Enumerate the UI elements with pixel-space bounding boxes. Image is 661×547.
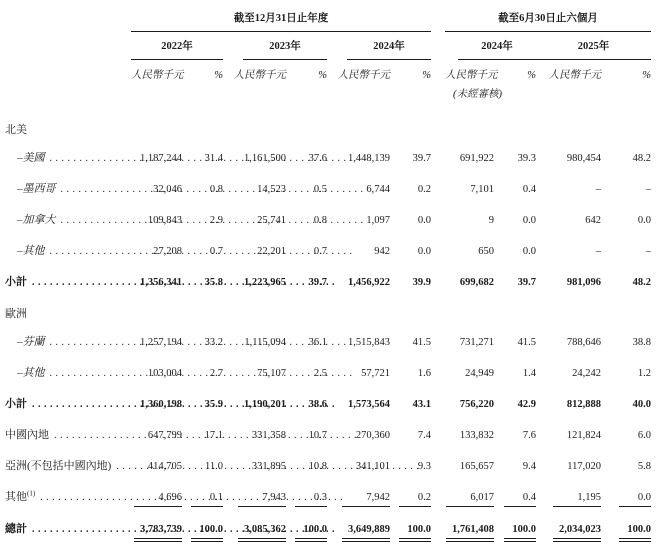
percent-cell: 41.5: [517, 337, 536, 348]
percent-cell: –: [645, 184, 651, 195]
spacer: [431, 32, 445, 61]
amount-cell: 647,799: [147, 430, 182, 441]
table-row-us: [5, 141, 651, 172]
percent-cell: 1.6: [417, 368, 431, 379]
amount-cell: 109,843: [147, 215, 182, 226]
spacer: [431, 234, 445, 265]
percent-cell: 17.1: [204, 430, 223, 441]
spacer: [431, 203, 445, 234]
amount-cell: 75,107: [257, 368, 286, 379]
dot-leader: [32, 523, 338, 535]
table-header: [5, 6, 651, 101]
percent-cell: 100.0: [182, 512, 223, 547]
table-row-north-america: [5, 101, 651, 141]
dot-leader: [50, 245, 356, 257]
amount-cell: 731,271: [459, 337, 494, 348]
amount-cell: 1,515,843: [348, 337, 390, 348]
percent-cell: 0.4: [494, 480, 536, 512]
percent-cell: 38.8: [632, 337, 651, 348]
amount-cell: 331,358: [251, 430, 286, 441]
table-row-finland: [5, 325, 651, 356]
amount-cell: 103,004: [147, 368, 182, 379]
spacer: [431, 60, 445, 84]
percent-cell: 10.8: [308, 461, 327, 472]
percent-cell: 40.0: [632, 399, 651, 410]
percent-label: %: [527, 70, 536, 81]
table-row-others: [5, 480, 651, 512]
percent-cell: 7.4: [417, 430, 431, 441]
table-row-eu-subtotal: [5, 387, 651, 418]
percent-cell: 39.7: [412, 153, 431, 164]
amount-cell: 788,646: [566, 337, 601, 348]
amount-cell: 6,017: [445, 480, 494, 512]
year-label: 2022年: [131, 32, 223, 60]
percent-label: %: [214, 70, 223, 81]
percent-cell: 43.1: [412, 399, 431, 410]
amount-cell: 24,949: [465, 368, 494, 379]
percent-cell: 1.4: [522, 368, 536, 379]
amount-cell: 22,201: [257, 246, 286, 257]
year-label: 2024年: [347, 32, 431, 60]
year-2024h1-cell: [445, 32, 536, 61]
spacer: [431, 512, 445, 547]
empty-cell: [5, 32, 131, 61]
percent-cell: 39.3: [517, 153, 536, 164]
row-label: –墨西哥 .....: [5, 172, 131, 203]
footnote-marker: (1): [27, 489, 36, 498]
row-label: 北美: [5, 124, 27, 136]
amount-cell: 1,257,194: [140, 337, 182, 348]
row-label: 小計 .....: [5, 387, 131, 418]
amount-cell: 1,190,201: [244, 399, 286, 410]
amount-cell: 1,356,341: [140, 277, 182, 288]
percent-cell: 100.0: [601, 512, 651, 547]
year-row: [5, 32, 651, 61]
percent-cell: 33.2: [204, 337, 223, 348]
percent-cell: 39.7: [517, 277, 536, 288]
revenue-by-region-table: [5, 6, 651, 547]
amount-cell: 414,705: [147, 461, 182, 472]
amount-cell: 165,657: [459, 461, 494, 472]
dot-leader: [50, 367, 356, 379]
row-label: –加拿大 .....: [5, 203, 131, 234]
percent-cell: 2.7: [209, 368, 223, 379]
amount-cell: 980,454: [566, 153, 601, 164]
spacer: [431, 356, 445, 387]
amount-cell: 691,922: [459, 153, 494, 164]
amount-cell: 1,223,965: [244, 277, 286, 288]
amount-cell: 9: [488, 215, 494, 226]
amount-cell: 1,195: [536, 480, 601, 512]
percent-cell: 0.7: [209, 246, 223, 257]
percent-cell: 0.5: [313, 184, 327, 195]
row-label: –其他 .....: [5, 234, 131, 265]
amount-cell: 24,242: [572, 368, 601, 379]
row-label: 亞洲(不包括中國內地) .....: [5, 449, 131, 480]
amount-cell: 270,360: [355, 430, 390, 441]
empty-cell: [536, 84, 651, 101]
amount-cell: 3,783,739: [131, 512, 182, 547]
amount-cell: 25,741: [257, 215, 286, 226]
amount-cell: 942: [374, 246, 390, 257]
amount-cell: 650: [478, 246, 494, 257]
percent-cell: 6.0: [637, 430, 651, 441]
amount-cell: 4,696: [131, 480, 182, 512]
empty-cell: [5, 6, 131, 32]
amount-cell: 1,360,198: [140, 399, 182, 410]
dot-leader: [32, 398, 338, 410]
table-row-mainland-china: [5, 418, 651, 449]
percent-cell: 37.6: [308, 153, 327, 164]
spacer: [431, 480, 445, 512]
amount-cell: –: [595, 184, 601, 195]
table-row-canada: [5, 203, 651, 234]
amount-cell: 1,115,094: [244, 337, 286, 348]
unit-row: [5, 60, 651, 84]
percent-cell: 0.0: [522, 246, 536, 257]
percent-cell: 41.5: [412, 337, 431, 348]
amount-cell: –: [595, 246, 601, 257]
percent-cell: 48.2: [632, 277, 651, 288]
percent-cell: 0.8: [209, 184, 223, 195]
amount-cell: 1,456,922: [348, 277, 390, 288]
percent-cell: 0.8: [313, 215, 327, 226]
annual-period-title: 截至12月31日止年度: [131, 6, 431, 32]
percent-cell: 0.2: [390, 480, 431, 512]
percent-cell: 0.0: [417, 215, 431, 226]
percent-cell: 0.7: [313, 246, 327, 257]
amount-cell: 1,097: [366, 215, 390, 226]
row-label: 小計 .....: [5, 265, 131, 296]
percent-cell: 48.2: [632, 153, 651, 164]
amount-cell: 3,085,362: [223, 512, 286, 547]
percent-cell: 31.4: [204, 153, 223, 164]
amount-cell: 133,832: [459, 430, 494, 441]
percent-cell: 9.4: [522, 461, 536, 472]
spacer: [431, 418, 445, 449]
percent-cell: 0.0: [601, 480, 651, 512]
percent-cell: 2.5: [313, 368, 327, 379]
empty-cell: [5, 60, 131, 84]
amount-cell: 981,096: [566, 277, 601, 288]
amount-cell: 331,895: [251, 461, 286, 472]
amount-cell: 7,943: [223, 480, 286, 512]
percent-cell: 35.8: [204, 277, 223, 288]
percent-cell: –: [645, 246, 651, 257]
unaudited-note-row: [5, 84, 651, 101]
amount-cell: 14,523: [257, 184, 286, 195]
table-row-na-others: [5, 234, 651, 265]
year-2025h1-cell: [536, 32, 651, 61]
unaudited-note: (未經審核): [453, 89, 502, 100]
amount-cell: 1,573,564: [348, 399, 390, 410]
spacer: [431, 141, 445, 172]
row-label: 歐洲: [5, 308, 27, 320]
spacer: [431, 6, 445, 32]
percent-cell: 100.0: [494, 512, 536, 547]
amount-cell: 1,187,244: [140, 153, 182, 164]
spacer: [431, 325, 445, 356]
year-label: 2025年: [536, 32, 651, 60]
percent-cell: 2.9: [209, 215, 223, 226]
amount-cell: 3,649,889: [327, 512, 390, 547]
percent-cell: 0.0: [522, 215, 536, 226]
percent-cell: 0.4: [522, 184, 536, 195]
amount-cell: 812,888: [566, 399, 601, 410]
year-2024-cell: [327, 32, 431, 61]
percent-cell: 100.0: [286, 512, 327, 547]
row-label: 中國內地 .....: [5, 418, 131, 449]
percent-cell: 35.9: [204, 399, 223, 410]
amount-cell: 341,101: [355, 461, 390, 472]
spacer: [431, 172, 445, 203]
row-label: –其他 .....: [5, 356, 131, 387]
percent-cell: 42.9: [517, 399, 536, 410]
row-label: –芬蘭 .....: [5, 325, 131, 356]
percent-label: %: [318, 70, 327, 81]
year-2023-cell: [223, 32, 327, 61]
percent-cell: 100.0: [390, 512, 431, 547]
table-row-asia-ex-china: [5, 449, 651, 480]
dot-leader: [32, 276, 338, 288]
spacer: [431, 387, 445, 418]
percent-cell: 39.7: [308, 277, 327, 288]
amount-cell: 1,161,500: [244, 153, 286, 164]
table-row-eu-others: [5, 356, 651, 387]
amount-cell: 57,721: [361, 368, 390, 379]
table-row-europe: [5, 296, 651, 325]
row-label: 其他$^{(1)}$ .....: [5, 480, 131, 512]
unit-label: 人民幣千元: [548, 70, 601, 81]
percent-label: %: [422, 70, 431, 81]
amount-cell: 117,020: [567, 461, 601, 472]
percent-cell: 9.3: [417, 461, 431, 472]
percent-label: %: [642, 70, 651, 81]
unit-label: 人民幣千元: [233, 70, 286, 81]
percent-cell: 11.0: [205, 461, 223, 472]
percent-cell: 39.9: [412, 277, 431, 288]
amount-cell: 27,208: [153, 246, 182, 257]
percent-cell: 7.6: [522, 430, 536, 441]
percent-cell: 10.7: [308, 430, 327, 441]
table-body: [5, 101, 651, 547]
period-group-row: [5, 6, 651, 32]
unit-label: 人民幣千元: [337, 70, 390, 81]
row-label: 總計 .....: [5, 512, 131, 547]
percent-cell: 0.0: [417, 246, 431, 257]
unit-label: 人民幣千元: [131, 70, 184, 81]
amount-cell: 7,942: [327, 480, 390, 512]
amount-cell: 642: [585, 215, 601, 226]
amount-cell: 6,744: [366, 184, 390, 195]
percent-cell: 0.2: [417, 184, 431, 195]
table-row-total: [5, 512, 651, 547]
interim-period-title: 截至6月30日止六個月: [445, 6, 651, 32]
amount-cell: 2,034,023: [536, 512, 601, 547]
amount-cell: 121,824: [566, 430, 601, 441]
percent-cell: 0.3: [286, 480, 327, 512]
percent-cell: 1.2: [637, 368, 651, 379]
amount-cell: 756,220: [459, 399, 494, 410]
amount-cell: 32,046: [153, 184, 182, 195]
unit-label: 人民幣千元: [445, 70, 498, 81]
spacer: [431, 265, 445, 296]
amount-cell: 7,101: [470, 184, 494, 195]
percent-cell: 5.8: [637, 461, 651, 472]
amount-cell: 1,761,408: [445, 512, 494, 547]
empty-cell: [5, 84, 445, 101]
percent-cell: 36.1: [308, 337, 327, 348]
table-row-mexico: [5, 172, 651, 203]
percent-cell: 0.1: [182, 480, 223, 512]
year-2022-cell: [131, 32, 223, 61]
amount-cell: 1,448,139: [348, 153, 390, 164]
amount-cell: 699,682: [459, 277, 494, 288]
year-label: 2023年: [243, 32, 327, 60]
row-label: –美國 .....: [5, 141, 131, 172]
year-label: 2024年: [458, 32, 536, 60]
table-row-na-subtotal: [5, 265, 651, 296]
percent-cell: 38.6: [308, 399, 327, 410]
spacer: [431, 449, 445, 480]
percent-cell: 0.0: [637, 215, 651, 226]
